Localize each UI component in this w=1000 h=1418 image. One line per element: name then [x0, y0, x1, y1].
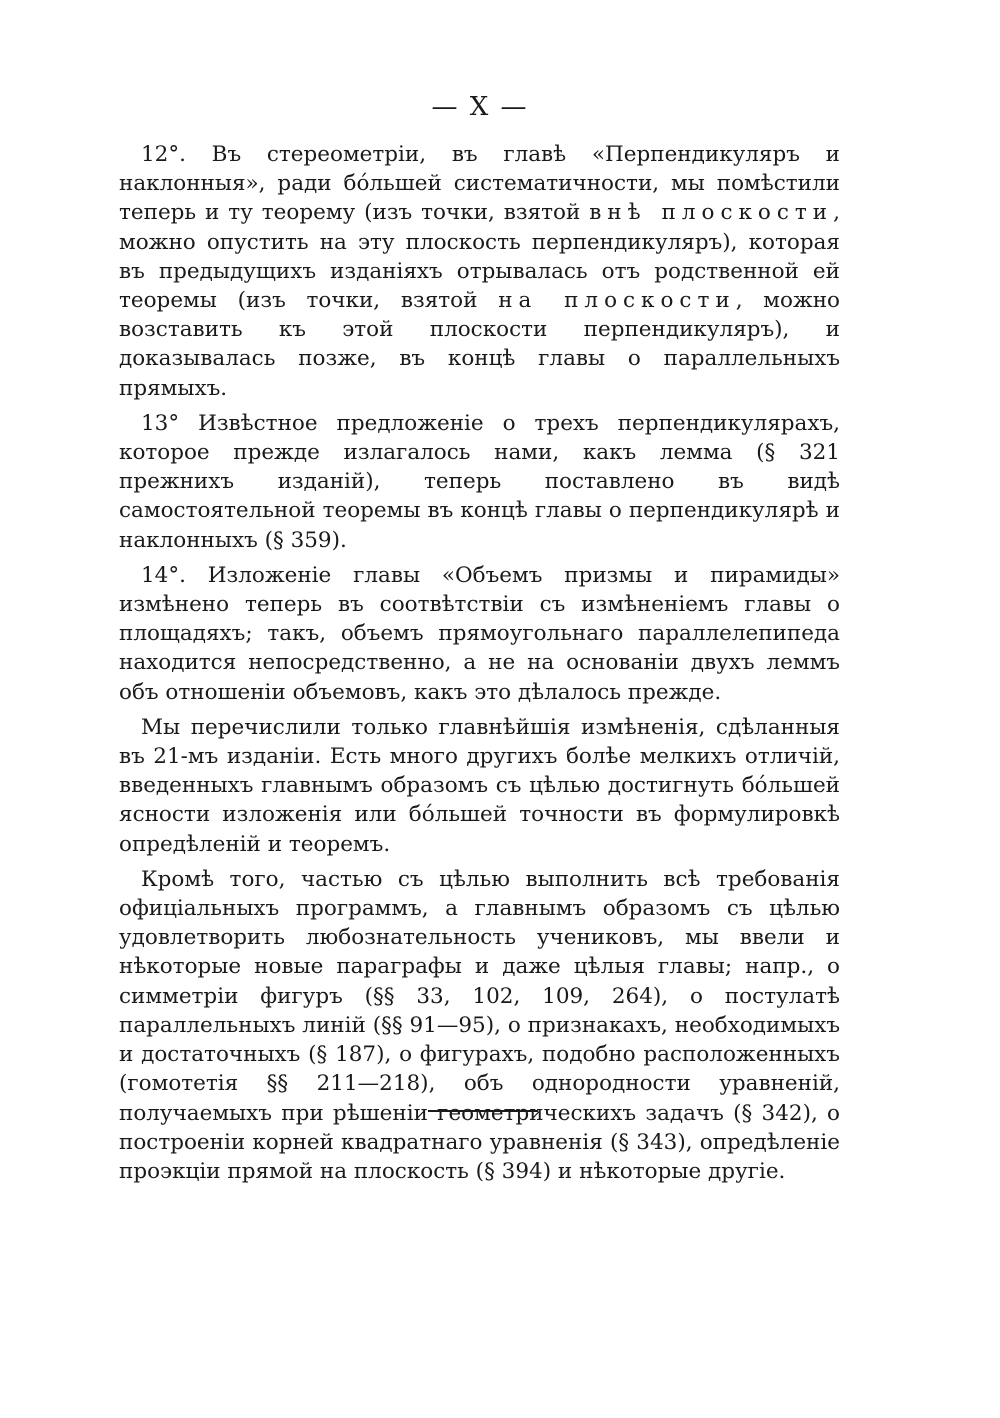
paragraph-additions: Кромѣ того, частью съ цѣлью выполнить всѣ требованія офиціальныхъ программъ, а главнымъ образомъ съ цѣлью удовлетворить любознательность учениковъ, мы ввели и нѣкоторые новые параграфы и даже цѣлыя главы; напр., о симметріи фигуръ (§§ 33, 102, 109, 264), о постулатѣ параллельныхъ линій (§§ 91—95), о признакахъ, необходимыхъ и достаточныхъ (§ 187), о фигурахъ, подобно расположенныхъ (гомотетія §§ 211—218), объ однородности уравненій, получаемыхъ при рѣшеніи геометрическихъ задачъ (§ 342), о построеніи корней квадратнаго уравненія (§ 343), опредѣленіе проэкціи прямой на плоскость (§ 394) и нѣкоторые другіе.: [119, 866, 840, 1184]
page-number: — X —: [431, 92, 529, 122]
paragraph-summary: Мы перечислили только главнѣйшія измѣненія, сдѣланныя въ 21-мъ изданіи. Есть много другихъ болѣе мелкихъ отличій, введенныхъ главнымъ образомъ съ цѣлью достигнуть бóльшей ясности изложенія или бóльшей точности въ формулировкѣ опредѣленій и теоремъ.: [119, 714, 840, 857]
paragraph-12-part-c: , можно опустить на эту плоскость перпендикуляръ), которая въ предыдущихъ изданіяхъ отрывалась отъ родственной ей теоремы (изъ точки, взятой: [119, 200, 840, 314]
emphasis-outside-plane: внѣ плоскости: [589, 200, 834, 226]
paragraph-14: 14°. Изложеніе главы «Объемъ призмы и пирамиды» измѣнено теперь въ соотвѣтствіи съ измѣненіемъ главы о площадяхъ; такъ, объемъ прямоугольнаго параллелепипеда находится непосредственно, а не на основаніи двухъ леммъ объ отношеніи объемовъ, какъ это дѣлалось прежде.: [119, 562, 840, 705]
paragraph-12-part-e: , можно возставить къ этой плоскости перпендикуляръ), и доказывалась позже, въ концѣ главы о параллельныхъ прямыхъ.: [119, 288, 840, 401]
body-text: [119, 140, 840, 1192]
paragraph-12-part-a: 12°. Въ стереометріи, въ главѣ «Перпендикуляръ и наклонныя», ради бóльшей систематичности, мы помѣстили теперь и ту теорему (изъ точки, взятой: [119, 142, 840, 226]
closing-rule: [428, 1110, 538, 1112]
paragraph-13: 13° Извѣстное предложеніе о трехъ перпендикулярахъ, которое прежде излагалось нами, какъ лемма (§ 321 прежнихъ изданій), теперь поставлено въ видѣ самостоятельной теоремы въ концѣ главы о перпендикулярѣ и наклонныхъ (§ 359).: [119, 410, 840, 553]
paragraph-12: [119, 140, 840, 403]
emphasis-on-plane: на плоскости: [498, 288, 736, 314]
